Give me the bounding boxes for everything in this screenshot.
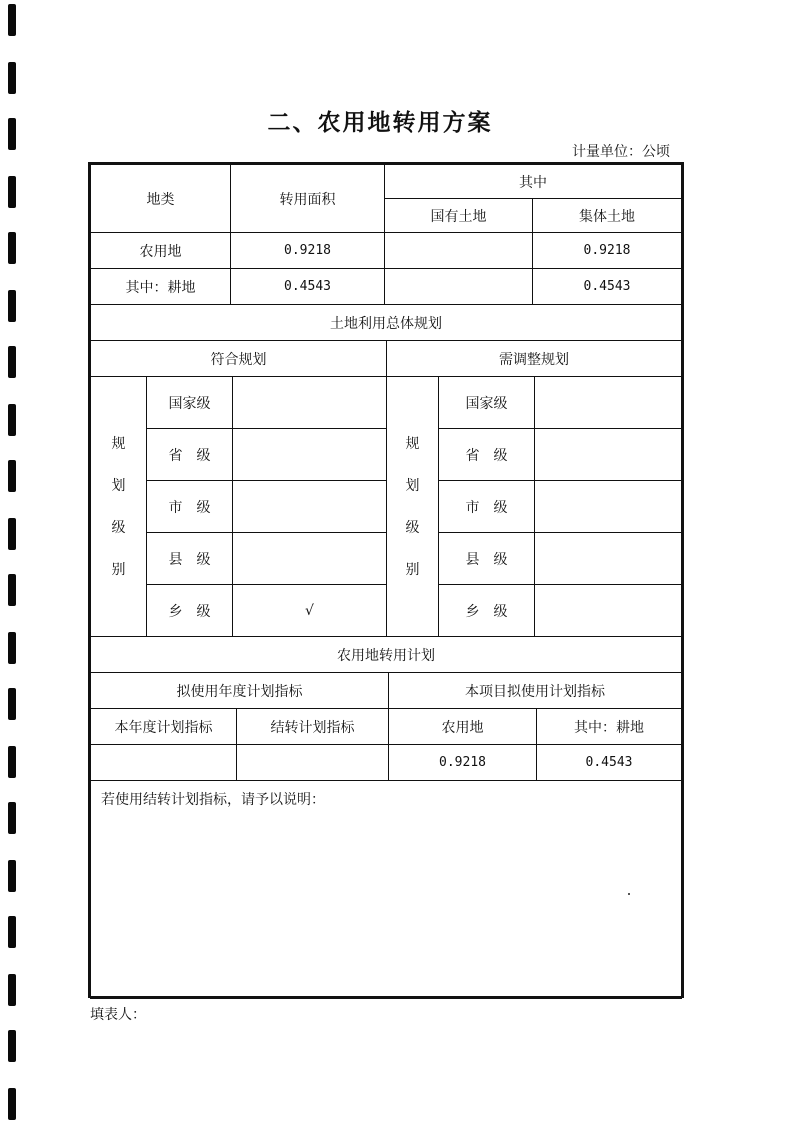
state-land-value [385, 269, 533, 305]
area-value: 0.9218 [231, 233, 385, 269]
table-row [91, 233, 682, 269]
collective-land-value: 0.4543 [533, 269, 682, 305]
binding-hole [8, 632, 16, 664]
level-name: 市 级 [147, 481, 233, 533]
binding-hole [8, 974, 16, 1006]
level-name: 乡 级 [439, 585, 535, 637]
unit-label: 计量单位：公顷 [572, 144, 670, 160]
header-this-year: 本年度计划指标 [91, 709, 237, 745]
level-name: 省 级 [439, 429, 535, 481]
binding-hole [8, 346, 16, 378]
binding-hole [8, 1088, 16, 1120]
level-mark [233, 481, 387, 533]
header-collective-land: 集体土地 [533, 199, 682, 233]
this-year-value [91, 745, 237, 781]
level-mark [535, 377, 682, 429]
header-land-type: 地类 [91, 165, 231, 233]
table-row [91, 269, 682, 305]
binding-hole [8, 518, 16, 550]
header-area: 转用面积 [231, 165, 385, 233]
project-indicator-heading: 本项目拟使用计划指标 [389, 673, 682, 709]
binding-hole [8, 574, 16, 606]
level-mark [233, 429, 387, 481]
carryover-note-box [91, 781, 682, 999]
binding-hole [8, 802, 16, 834]
level-name: 县 级 [439, 533, 535, 585]
header-state-land: 国有土地 [385, 199, 533, 233]
binding-hole [8, 1030, 16, 1062]
binding-hole [8, 460, 16, 492]
binding-hole [8, 176, 16, 208]
binding-hole [8, 746, 16, 778]
scan-speck [628, 893, 630, 895]
level-mark [535, 585, 682, 637]
binding-hole [8, 290, 16, 322]
conform-level-label: 规 划 级 别 [91, 377, 147, 637]
adjust-level-label: 规 划 级 别 [387, 377, 439, 637]
level-name: 乡 级 [147, 585, 233, 637]
conversion-plan-heading: 农用地转用计划 [91, 637, 682, 673]
binding-hole [8, 404, 16, 436]
state-land-value [385, 233, 533, 269]
level-name: 县 级 [147, 533, 233, 585]
binding-hole [8, 4, 16, 36]
header-cultivated: 其中：耕地 [537, 709, 682, 745]
level-mark [233, 533, 387, 585]
binding-hole [8, 62, 16, 94]
master-plan-table [90, 340, 682, 637]
carryover-value [237, 745, 389, 781]
conversion-area-table [90, 164, 682, 341]
binding-hole [8, 232, 16, 264]
conform-plan-heading: 符合规划 [91, 341, 387, 377]
conversion-plan-table [90, 636, 682, 999]
header-farmland: 农用地 [389, 709, 537, 745]
annual-indicator-heading: 拟使用年度计划指标 [91, 673, 389, 709]
page-title: 二、农用地转用方案 [267, 110, 493, 136]
row-label: 其中：耕地 [91, 269, 231, 305]
area-value: 0.4543 [231, 269, 385, 305]
level-name: 省 级 [147, 429, 233, 481]
level-mark [233, 377, 387, 429]
farmland-value: 0.9218 [389, 745, 537, 781]
header-of-which: 其中 [385, 165, 682, 199]
binding-hole [8, 688, 16, 720]
filler-label: 填表人： [90, 1007, 146, 1023]
binding-hole [8, 860, 16, 892]
cultivated-value: 0.4543 [537, 745, 682, 781]
binding-holes [8, 0, 18, 1139]
level-name: 国家级 [147, 377, 233, 429]
conversion-form [88, 162, 684, 998]
level-name: 国家级 [439, 377, 535, 429]
adjust-plan-heading: 需调整规划 [387, 341, 682, 377]
level-mark [535, 481, 682, 533]
collective-land-value: 0.9218 [533, 233, 682, 269]
level-mark [535, 429, 682, 481]
row-label: 农用地 [91, 233, 231, 269]
table-row [91, 745, 682, 781]
level-checkmark: √ [233, 585, 387, 637]
header-carryover: 结转计划指标 [237, 709, 389, 745]
level-name: 市 级 [439, 481, 535, 533]
level-mark [535, 533, 682, 585]
carryover-note-label: 若使用结转计划指标，请予以说明： [101, 792, 325, 808]
master-plan-heading: 土地利用总体规划 [91, 305, 682, 341]
binding-hole [8, 916, 16, 948]
